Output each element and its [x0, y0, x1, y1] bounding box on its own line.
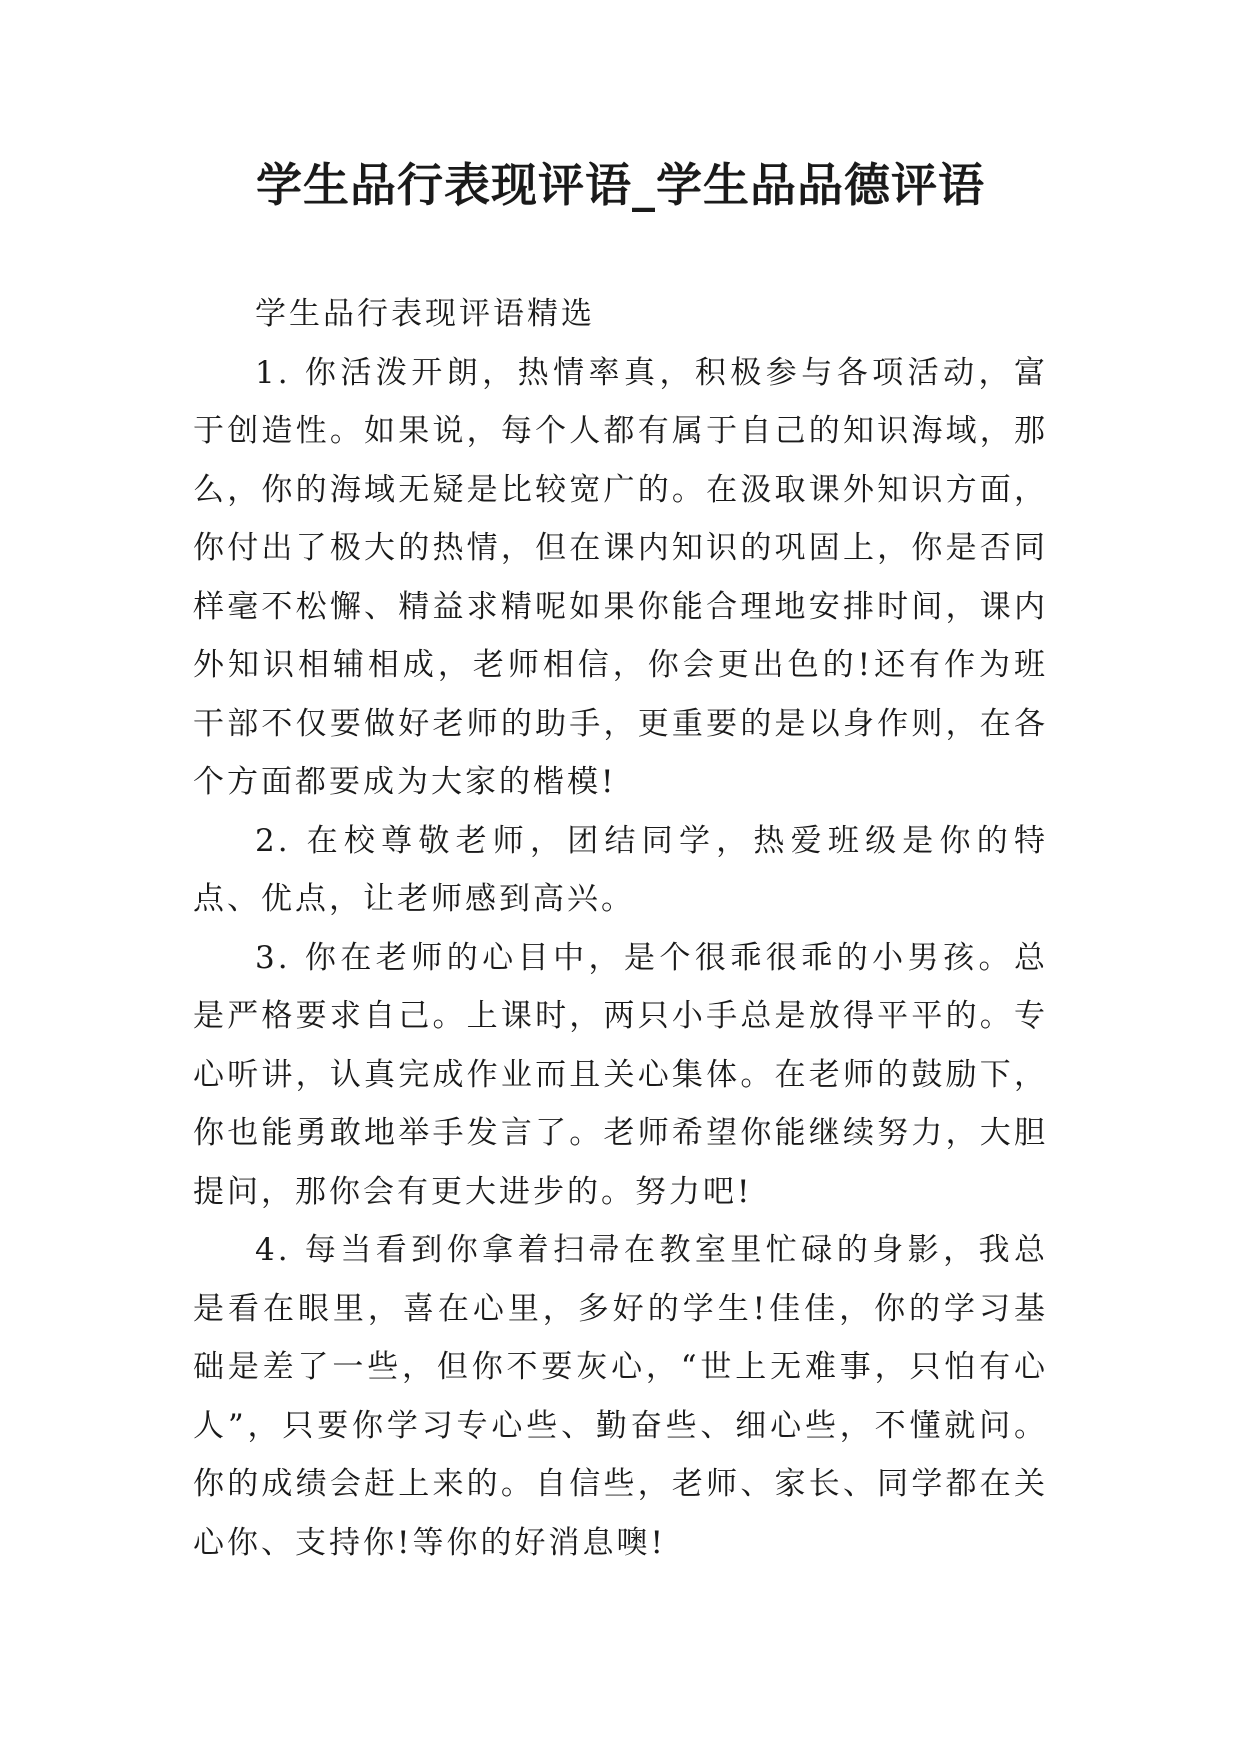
- paragraph-1: 1. 你活泼开朗，热情率真，积极参与各项活动，富于创造性。如果说，每个人都有属于自己的知识海域，那么，你的海域无疑是比较宽广的。在汲取课外知识方面，你付出了极大的热情，但在课内知识的巩固上，你是否同样毫不松懈、精益求精呢如果你能合理地安排时间，课内外知识相辅相成，老师相信，你会更出色的!还有作为班干部不仅要做好老师的助手，更重要的是以身作则，在各个方面都要成为大家的楷模!: [193, 354, 1048, 800]
- paragraph-4: 4. 每当看到你拿着扫帚在教室里忙碌的身影，我总是看在眼里，喜在心里，多好的学生!佳佳，你的学习基础是差了一些，但你不要灰心，“世上无难事，只怕有心人”，只要你学习专心些、勤奋些、细心些，不懂就问。你的成绩会赶上来的。自信些，老师、家长、同学都在关心你、支持你!等你的好消息噢!: [193, 1232, 1048, 1561]
- document-body: [193, 285, 1048, 1572]
- document-title: 学生品行表现评语_学生品品德评语: [256, 158, 985, 212]
- paragraph-3: 3. 你在老师的心目中，是个很乖很乖的小男孩。总是严格要求自己。上课时，两只小手总是放得平平的。专心听讲，认真完成作业而且关心集体。在老师的鼓励下，你也能勇敢地举手发言了。老师希望你能继续努力，大胆提问，那你会有更大进步的。努力吧!: [193, 939, 1048, 1210]
- section-heading: 学生品行表现评语精选: [255, 296, 595, 332]
- paragraph-2: 2. 在校尊敬老师，团结同学，热爱班级是你的特点、优点，让老师感到高兴。: [193, 822, 1048, 917]
